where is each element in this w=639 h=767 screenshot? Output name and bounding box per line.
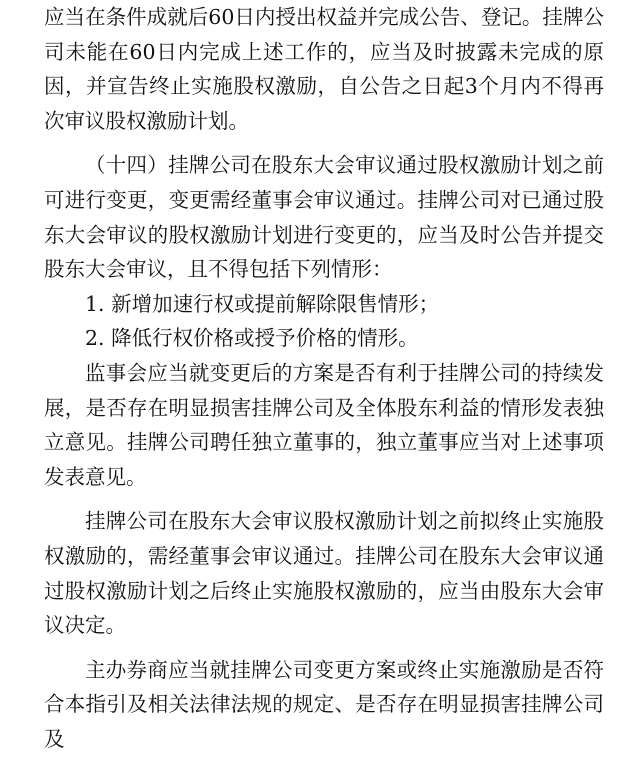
paragraph-sponsor-broker: 主办券商应当就挂牌公司变更方案或终止实施激励是否符合本指引及相关法律法规的规定、是否存在明显损害挂牌公司及 <box>44 657 604 751</box>
paragraph-termination: 挂牌公司在股东大会审议股权激励计划之前拟终止实施股权激励的，需经董事会审议通过。挂牌公司在股东大会审议通过股权激励计划之后终止实施股权激励的，应当由股东大会审议决定。 <box>44 509 604 638</box>
paragraph-supervisory-board: 监事会应当就变更后的方案是否有利于挂牌公司的持续发展，是否存在明显损害挂牌公司及全体股东利益的情形发表独立意见。挂牌公司聘任独立董事的，独立董事应当对上述事项发表意见。 <box>44 360 604 489</box>
paragraph-item-14: （十四）挂牌公司在股东大会审议通过股权激励计划之前可进行变更，变更需经董事会审议通过。挂牌公司对已通过股东大会审议的股权激励计划进行变更的，应当及时公告并提交股东大会审议，且不得包括下列情形： <box>44 153 604 282</box>
list-item-2: 2. 降低行权价格或授予价格的情形。 <box>85 326 419 351</box>
list-item-1: 1. 新增加速行权或提前解除限售情形； <box>85 291 440 316</box>
document-body <box>44 0 604 756</box>
paragraph-continuation: 应当在条件成就后60日内授出权益并完成公告、登记。挂牌公司未能在60日内完成上述工作的，应当及时披露未完成的原因，并宣告终止实施股权激励，自公告之日起3个月内不得再次审议股权激励计划。 <box>44 5 604 133</box>
